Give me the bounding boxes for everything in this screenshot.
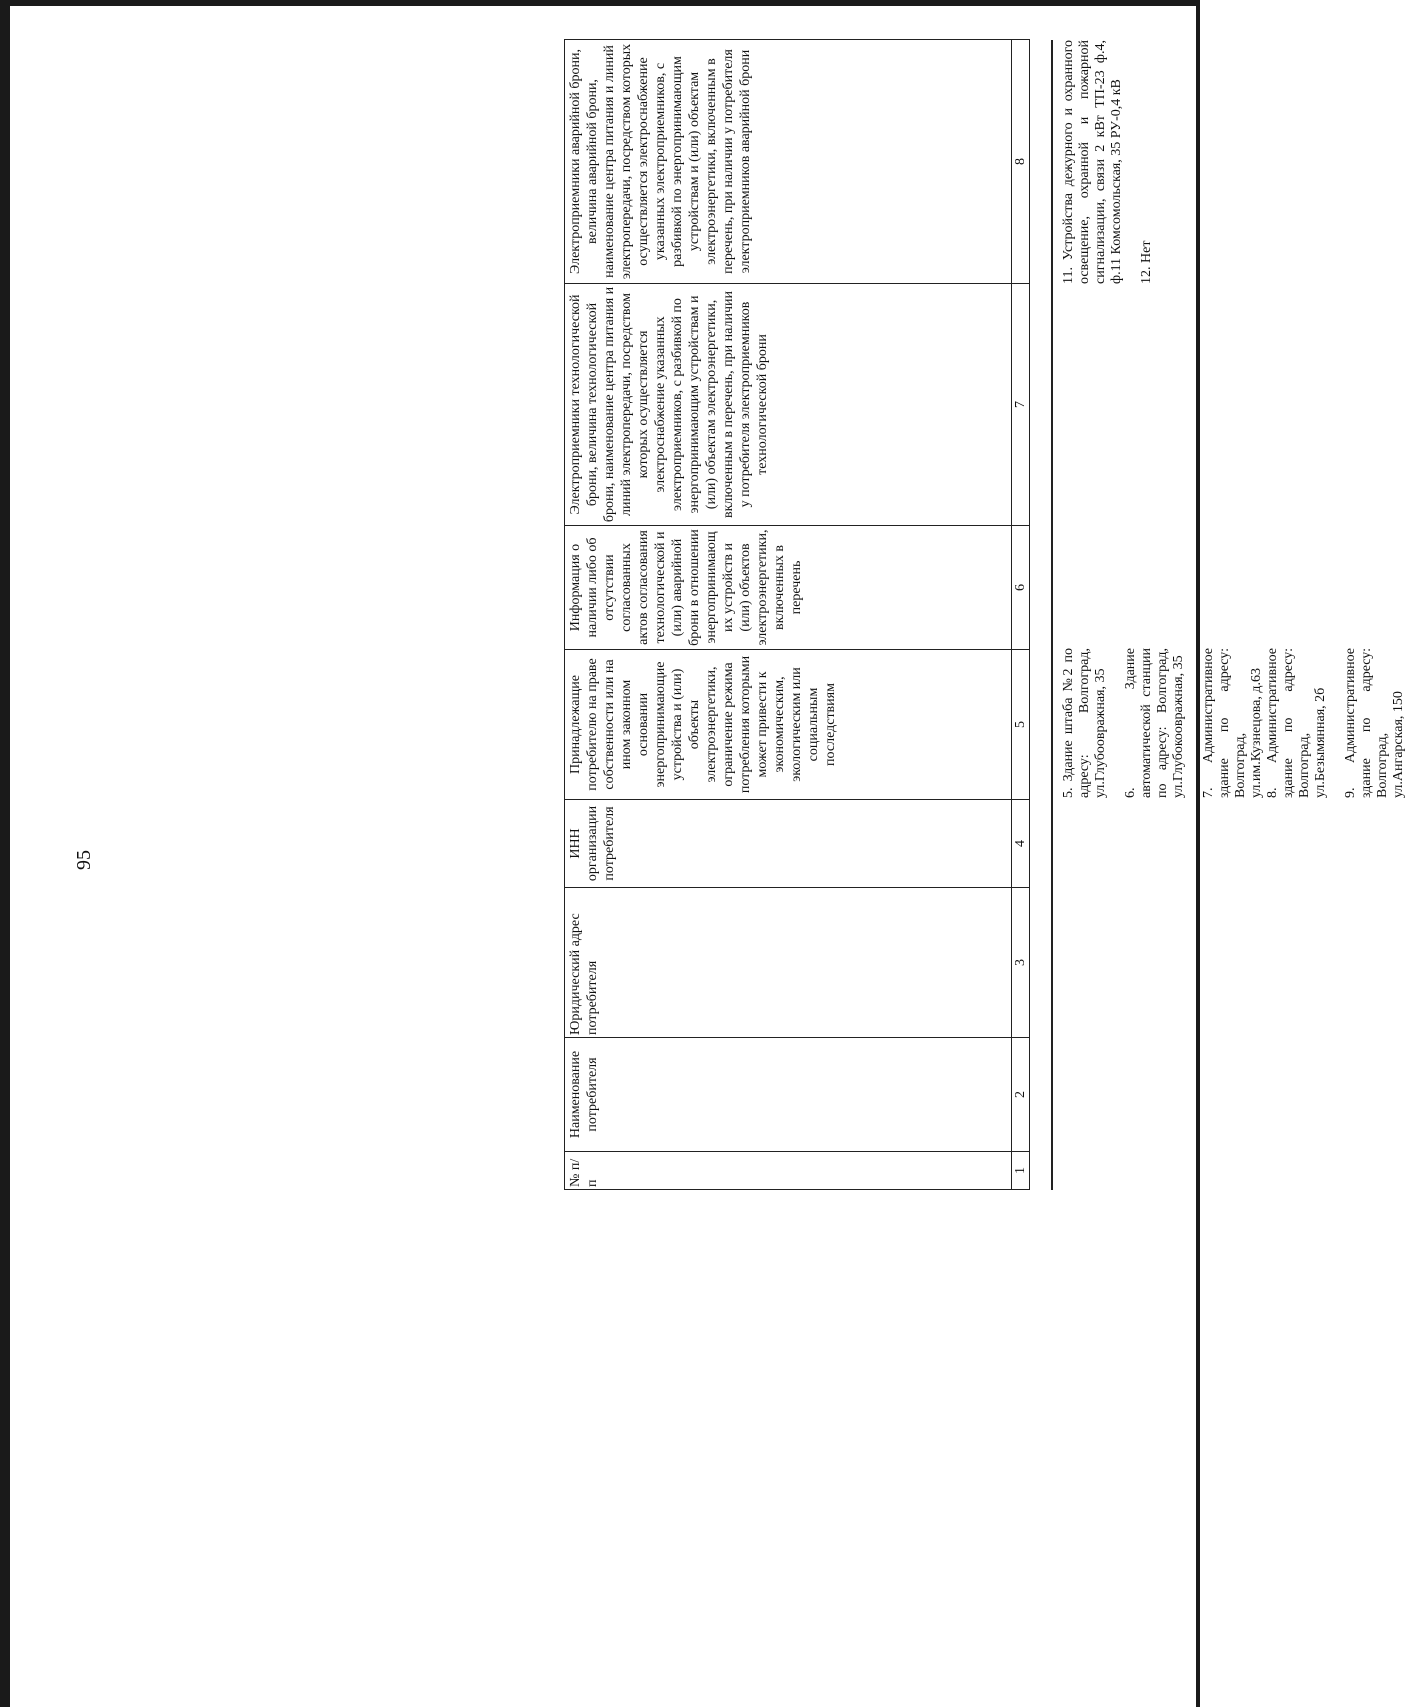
header-cell-legal-address: Юридический адрес потребителя bbox=[565, 888, 1012, 1038]
table-header-row bbox=[565, 40, 1012, 1190]
column-number-row bbox=[1012, 40, 1030, 1190]
column-number: 3 bbox=[1012, 888, 1030, 1038]
header-cell-consumer-name: Наименование потребителя bbox=[565, 1038, 1012, 1152]
column5-entries bbox=[1061, 648, 1421, 798]
list-item: 8. Административное здание по адресу: Волгоград, ул.Безымянная, 2б bbox=[1265, 648, 1328, 798]
list-item: 6. Здание автоматической станции по адресу: Волгоград, ул.Глубокоовражная, 35 bbox=[1123, 648, 1186, 798]
list-item: 5. Здание штаба №2 по адресу: Волгоград, ул.Глубоовражная, 35 bbox=[1061, 648, 1108, 798]
scan-edge-right bbox=[1196, 0, 1200, 1707]
header-cell-technological-reserve: Электроприемники технологической брони, величина технологической брони, наименование центра питания и линий электропередачи, посредством которых осуществляется электроснабжение указанных электроприемников, с разбивкой по энергопринимающим устройствам и (или) объектам электроэнергетики, включенным в перечень, при наличии у потребителя электроприемников технологической брони bbox=[565, 284, 1012, 526]
header-cell-emergency-reserve: Электроприемники аварийной брони, величина аварийной брони, наименование центра питания и линий электропередачи, посредством которых осуществляется электроснабжение указанных электроприемников, с разбивкой по энергопринимающим устройствам и (или) объектам электроэнергетики, включенным в перечень, при наличии у потребителя электроприемников аварийной брони bbox=[565, 40, 1012, 284]
rotated-page bbox=[564, 40, 1406, 1190]
column-number: 1 bbox=[1012, 1152, 1030, 1190]
header-cell-inn: ИНН организации потребителя bbox=[565, 800, 1012, 888]
list-item: 7. Административное здание по адресу: Волгоград, ул.им.Кузнецова, д.63 bbox=[1201, 648, 1264, 798]
list-item: 9. Административное здание по адресу: Волгоград, ул.Ангарская, 150 bbox=[1343, 648, 1406, 798]
scan-edge-top bbox=[0, 0, 1200, 6]
list-item: 11. Устройства дежурного и охранного освещение, охранной и пожарной сигнализации, связи 2 кВт ТП-23 ф.4, ф.11 Комсомольская, 35 РУ-0,4 кВ bbox=[1061, 40, 1124, 284]
column8-entries bbox=[1061, 40, 1169, 284]
header-cell-number: № п/п bbox=[565, 1152, 1012, 1190]
list-item: 12. Нет bbox=[1139, 240, 1154, 284]
table-bottom-rule bbox=[1051, 40, 1053, 1190]
consumer-table bbox=[564, 39, 1030, 1190]
column-number: 6 bbox=[1012, 526, 1030, 650]
column-number: 2 bbox=[1012, 1038, 1030, 1152]
column-number: 4 bbox=[1012, 800, 1030, 888]
column-number: 7 bbox=[1012, 284, 1030, 526]
header-cell-devices: Принадлежащие потребителю на праве собственности или на ином законном основании энергопринимающие устройства и (или) объекты электроэнергетики, ограничение режима потребления которыми может привести к экономическим, экологическим или социальным последствиям bbox=[565, 650, 1012, 800]
scan-edge-left bbox=[0, 0, 10, 1707]
column-number: 8 bbox=[1012, 40, 1030, 284]
page-number: 95 bbox=[73, 850, 95, 870]
column-number: 5 bbox=[1012, 650, 1030, 800]
header-cell-acts-info: Информация о наличии либо об отсутствии согласованных актов согласования технологической и (или) аварийной брони в отношении энергопринимающих устройств и (или) объектов электроэнергетики, включенных в перечень bbox=[565, 526, 1012, 650]
